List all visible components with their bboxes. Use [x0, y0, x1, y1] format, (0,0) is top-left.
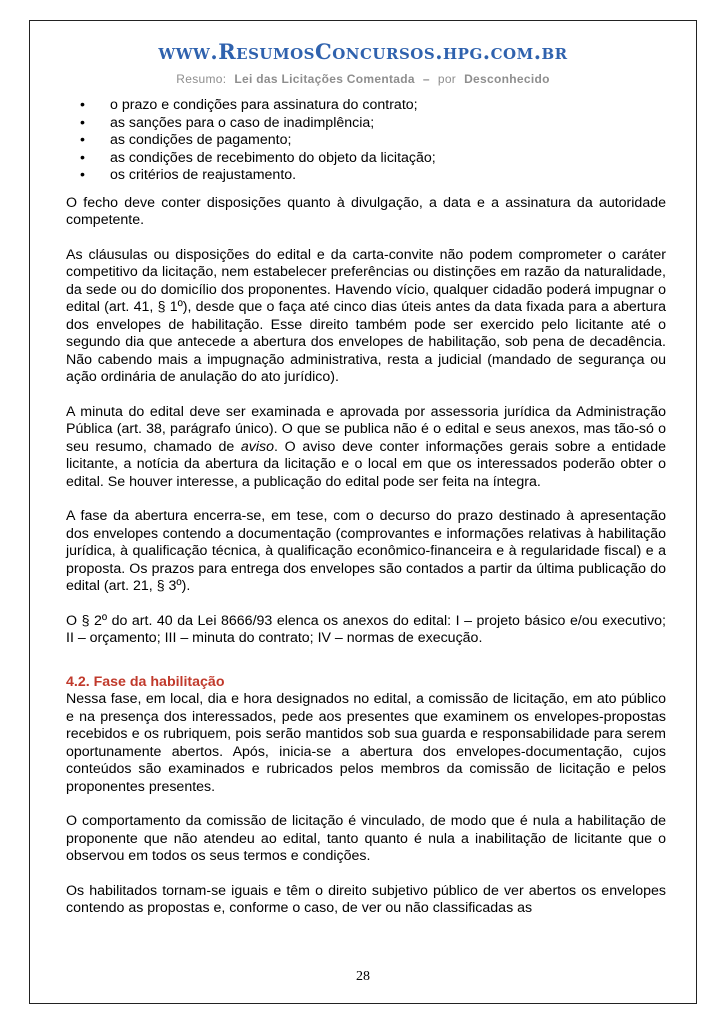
section-habilitacao [66, 674, 666, 918]
bullet-icon: • [80, 114, 85, 131]
list-item-text: as sanções para o caso de inadimplência; [110, 114, 375, 131]
list-item [80, 132, 666, 150]
paragraph-habilitacao: Nessa fase, em local, dia e hora designados no edital, a comissão de licitação, em ato público e na presença dos interessados, pede aos presentes que examinem os envelopes-propostas recebidos e os rubriquem, pois serão mantidos sob sua guarda e responsabilidade para serem oportunamente abertos. Após, inicia-se a abertura dos envelopes-documentação, cujos conteúdos são examinados e rubricados pelos membros da comissão de licitação e pelos proponentes presentes. [66, 691, 666, 795]
page-content [66, 97, 666, 918]
list-item-text: o prazo e condições para assinatura do contrato; [110, 97, 418, 113]
list-item [80, 97, 666, 115]
resumo-label: Resumo: [176, 72, 227, 86]
list-item-text: as condições de pagamento; [110, 132, 292, 148]
list-item [80, 115, 666, 133]
paragraph-habilitados: Os habilitados tornam-se iguais e têm o direito subjetivo público de ver abertos os envelopes contendo as propostas e, conforme o caso, de ver ou não classificadas as [66, 882, 666, 916]
paragraph-minuta-part1: A minuta do edital deve ser examinada e aprovada por assessoria jurídica da Administração Pública (art. 38, parágrafo único). O que se publica não é o edital e seus anexos, mas tão-só o seu resumo, chamado de [66, 403, 666, 455]
por-label: por [437, 72, 457, 86]
bullet-list [66, 97, 666, 185]
list-item [80, 167, 666, 185]
list-item [80, 150, 666, 168]
header-subtitle [30, 72, 696, 86]
section-heading: 4.2. Fase da habilitação [66, 673, 225, 690]
paragraph-anexos: O § 2º do art. 40 da Lei 8666/93 elenca os anexos do edital: I – projeto básico e/ou executivo; II – orçamento; III – minuta do contrato; IV – normas de execução. [66, 612, 666, 646]
document-page [29, 20, 697, 1004]
list-item-text: os critérios de reajustamento. [110, 167, 297, 183]
bullet-icon: • [80, 149, 85, 166]
author-name: Desconhecido [464, 72, 550, 86]
site-header-title: www.ResumosConcursos.hpg.com.br [158, 39, 568, 64]
page-number: 28 [356, 969, 370, 984]
paragraph-comportamento: O comportamento da comissão de licitação é vinculado, de modo que é nula a habilitação de proponente que não atendeu ao edital, tanto quanto é nula a inabilitação de licitante que o observou em todos os seus termos e condições. [66, 813, 666, 864]
bullet-icon: • [80, 167, 85, 183]
resumo-title: Lei das Licitações Comentada [234, 72, 415, 86]
paragraph-fase-abertura: A fase da abertura encerra-se, em tese, com o decurso do prazo destinado à apresentação dos envelopes contendo a documentação (comprovantes e informações relativas à habilitação jurídica, à qualificação técnica, à qualificação econômico-financeira e à regularidade fiscal) e a proposta. Os prazos para entrega dos envelopes são contados a partir da última publicação do edital (art. 21, § 3º). [66, 508, 666, 594]
paragraph-minuta-part2: . O aviso deve conter informações gerais sobre a entidade licitante, a notícia da abertura da licitação e o local em que os interessados poderão obter o edital. Se houver interesse, a publicação do edital pode ser feita na íntegra. [66, 438, 666, 490]
bullet-icon: • [80, 97, 85, 113]
list-item-text: as condições de recebimento do objeto da licitação; [110, 149, 436, 166]
emphasis-aviso: aviso [240, 438, 275, 455]
paragraph-fecho: O fecho deve conter disposições quanto à divulgação, a data e a assinatura da autoridade competente. [66, 194, 666, 228]
header-dash: – [422, 72, 430, 86]
paragraph-clausulas: As cláusulas ou disposições do edital e da carta-convite não podem comprometer o caráter competitivo da licitação, nem estabelecer preferências ou distinções em razão da naturalidade, da sede ou do domicílio dos proponentes. Havendo vício, qualquer cidadão poderá impugnar o edital (art. 41, § 1º), desde que o faça até cinco dias úteis antes da data fixada para a abertura dos envelopes de habilitação. Esse direito também pode ser exercido pelo licitante até o segundo dia que antecede a abertura dos envelopes de habilitação, sob pena de decadência. Não cabendo mais a impugnação administrativa, resta a judicial (mandado de segurança ou ação ordinária de anulação do ato jurídico). [66, 246, 666, 385]
paragraph-minuta [66, 404, 666, 492]
bullet-icon: • [80, 132, 85, 148]
